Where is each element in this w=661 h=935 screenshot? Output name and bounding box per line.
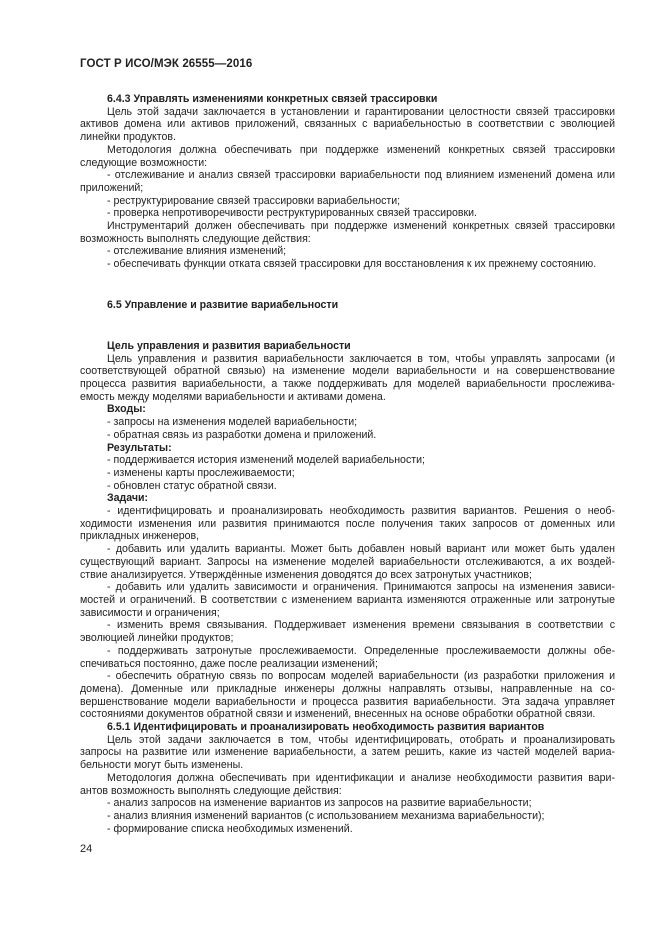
list-item: - добавить или удалить зависимости и ограничения. Принимаются запросы на изменения зависи-мостей и ограничений. В соответствии с изменением варианта изменяются отраженные или затронутые зависимости и ограничения;	[80, 581, 615, 619]
paragraph: Цель этой задачи заключается в установлении и гарантировании целостности связей трассировки активов домена или активов приложений, связанных с вариабельностью в соответствии с эволюцией линейки продуктов.	[80, 105, 615, 144]
paragraph: Методология должна обеспечивать при поддержке изменений конкретных связей трассировки следующие возможности:	[80, 143, 615, 169]
section-heading: Результаты:	[107, 441, 172, 454]
list-item: - обратная связь из разработки домена и приложений.	[107, 428, 377, 441]
list-item: - обеспечивать функции отката связей трассировки для восстановления к их прежнему состоянию.	[107, 258, 597, 271]
paragraph: Цель этой задачи заключается в том, чтобы идентифицировать, отобрать и проанализировать запросы на развитие или изменение вариабельности, а затем решить, какие из частей моделей вариа-бельности могут быть изменены.	[80, 733, 615, 772]
list-item: - обеспечить обратную связь по вопросам моделей вариабельности (из разработки приложения и домена). Доменные или прикладные инженеры должны направлять отзывы, направленные на со-вершенствование модели вариабельности и процесса развития вариабельности. Эта задача управляет состояниями документов обратной связи и изменений, внесенных на основе обработки обратной связи.	[80, 670, 615, 721]
section-heading: 6.4.3 Управлять изменениями конкретных связей трассировки	[107, 93, 438, 105]
spacer	[80, 322, 615, 329]
section-heading: Входы:	[107, 403, 146, 416]
list-item: - идентифицировать и проанализировать необходимость развития вариантов. Решения о необ-ходимости изменения или развития принимаются после получения таких запросов от доменных или прикладных инженеров,	[80, 505, 615, 543]
list-item: - обновлен статус обратной связи.	[107, 479, 277, 492]
section-heading: 6.5.1 Идентифицировать и проанализировать необходимость развития вариантов	[107, 721, 545, 734]
list-item: - запросы на изменения моделей вариабельности;	[107, 416, 358, 429]
section-heading: 6.5 Управление и развитие вариабельности	[107, 299, 339, 312]
list-item: - проверка непротиворечивости реструктурированных связей трассировки.	[107, 207, 478, 220]
list-item: - формирование списка необходимых изменений.	[107, 822, 353, 835]
section-heading: Цель управления и развития вариабельности	[107, 339, 351, 352]
list-item: - отслеживание и анализ связей трассировки вариабельности под влиянием изменений домена или приложений;	[80, 169, 615, 194]
list-item: - добавить или удалить варианты. Может быть добавлен новый вариант или может быть удален существующий вариант. Запросы на изменение моделей вариабельности отслеживаются, а их воздей-ствие анализируется. Утверждённые изменения доводятся до всех затронутых участников;	[80, 543, 615, 581]
list-item: - отслеживание влияния изменений;	[107, 245, 287, 258]
spacer	[80, 281, 615, 288]
paragraph: Методология должна обеспечивать при идентификации и анализе необходимости развития вари-антов возможность выполнять следующие действия:	[80, 771, 615, 797]
document-body	[80, 93, 615, 835]
section-heading: Задачи:	[107, 492, 149, 505]
document-header: ГОСТ Р ИСО/МЭК 26555—2016	[80, 58, 253, 70]
list-item: - анализ запросов на изменение вариантов из запросов на развитие вариабельности;	[107, 797, 532, 810]
paragraph: Инструментарий должен обеспечивать при поддержке изменений конкретных связей трассировки возможность выполнять следующие действия:	[80, 220, 615, 245]
page-number: 24	[80, 843, 93, 855]
list-item: - поддерживается история изменений моделей вариабельности;	[107, 454, 425, 467]
list-item: - реструктурирование связей трассировки вариабельности;	[107, 194, 401, 207]
paragraph: Цель управления и развития вариабельности заключается в том, чтобы управлять запросами (и соответствующей обратной связью) на изменение модели вариабельности и на совершенствование процесса развития вариабельности, а также поддерживать для моделей вариабельности прослежива-емость между моделями вариабельности и активами домена.	[80, 352, 615, 403]
list-item: - изменены карты прослеживаемости;	[107, 466, 295, 479]
list-item: - поддерживать затронутые прослеживаемости. Определенные прослеживаемости должны обе-спечиваться постоянно, даже после реализации изменений;	[80, 644, 615, 670]
list-item: - изменить время связывания. Поддерживает изменения времени связывания в соответствии с эволюцией линейки продуктов;	[80, 619, 615, 645]
list-item: - анализ влияния изменений вариантов (с использованием механизма вариабельности);	[107, 809, 545, 822]
